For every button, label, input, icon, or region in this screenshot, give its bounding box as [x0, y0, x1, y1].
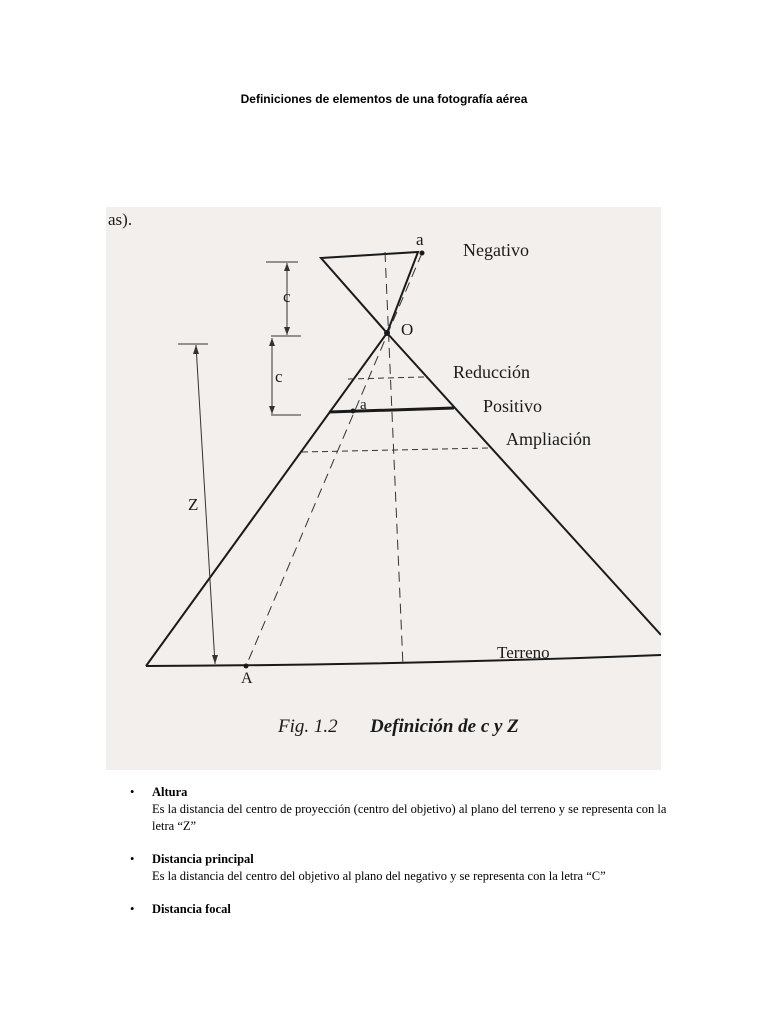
- caption-text: Definición de c y Z: [370, 716, 519, 737]
- bullet-icon: •: [130, 852, 135, 866]
- c-upper-arrow-down: [284, 327, 290, 335]
- bullet-title: Distancia principal: [152, 852, 254, 866]
- z-arrow-down: [212, 655, 218, 664]
- document-title: Definiciones de elementos de una fotografía aérea: [240, 92, 528, 106]
- c-lower-arrow-up: [269, 338, 275, 346]
- bullet-icon: •: [130, 902, 135, 916]
- point-o: [384, 330, 390, 336]
- enlargement-plane: [302, 448, 488, 452]
- point-a-mid: [351, 409, 356, 414]
- c-upper-arrow-up: [284, 263, 290, 271]
- positive-plane: [329, 408, 454, 412]
- reduction-plane: [348, 377, 424, 379]
- bullet-title: Distancia focal: [152, 902, 231, 916]
- label-a-top: a: [416, 230, 424, 249]
- label-a-ground: A: [241, 670, 253, 687]
- terrain-line: [146, 655, 661, 666]
- definitions-list: [130, 784, 670, 934]
- label-terreno: Terreno: [497, 643, 550, 662]
- label-a-mid: a: [360, 397, 367, 413]
- corner-fragment: as).: [108, 210, 133, 229]
- point-a-top: [420, 251, 425, 256]
- bullet-description: Es la distancia del centro de proyección (centro del objetivo) al plano del terreno y se representa con la letra “Z”: [152, 802, 667, 833]
- label-z: Z: [188, 495, 199, 514]
- list-item: [130, 784, 670, 835]
- list-item: [130, 901, 670, 918]
- label-positivo: Positivo: [483, 396, 543, 416]
- list-item: [130, 851, 670, 885]
- figure-photo: [106, 207, 661, 770]
- label-c-upper: c: [283, 287, 291, 306]
- bullet-description: Es la distancia del centro del objetivo al plano del negativo y se representa con la letra “C”: [152, 869, 606, 883]
- projection-diagram: [106, 207, 661, 770]
- c-lower-arrow-down: [269, 406, 275, 414]
- z-arrow-up: [193, 345, 199, 354]
- bullet-title: Altura: [152, 785, 188, 799]
- label-ampliacion: Ampliación: [506, 429, 591, 449]
- z-dimension: [196, 345, 215, 664]
- label-o: O: [401, 320, 414, 339]
- label-c-lower: c: [275, 367, 283, 386]
- ground-cone-left: [146, 333, 387, 666]
- label-negativo: Negativo: [463, 240, 529, 260]
- bullet-icon: •: [130, 785, 135, 799]
- projection-ray: [246, 253, 422, 666]
- label-reduccion: Reducción: [453, 362, 530, 382]
- caption-number: Fig. 1.2: [278, 716, 338, 737]
- point-a-ground: [244, 664, 249, 669]
